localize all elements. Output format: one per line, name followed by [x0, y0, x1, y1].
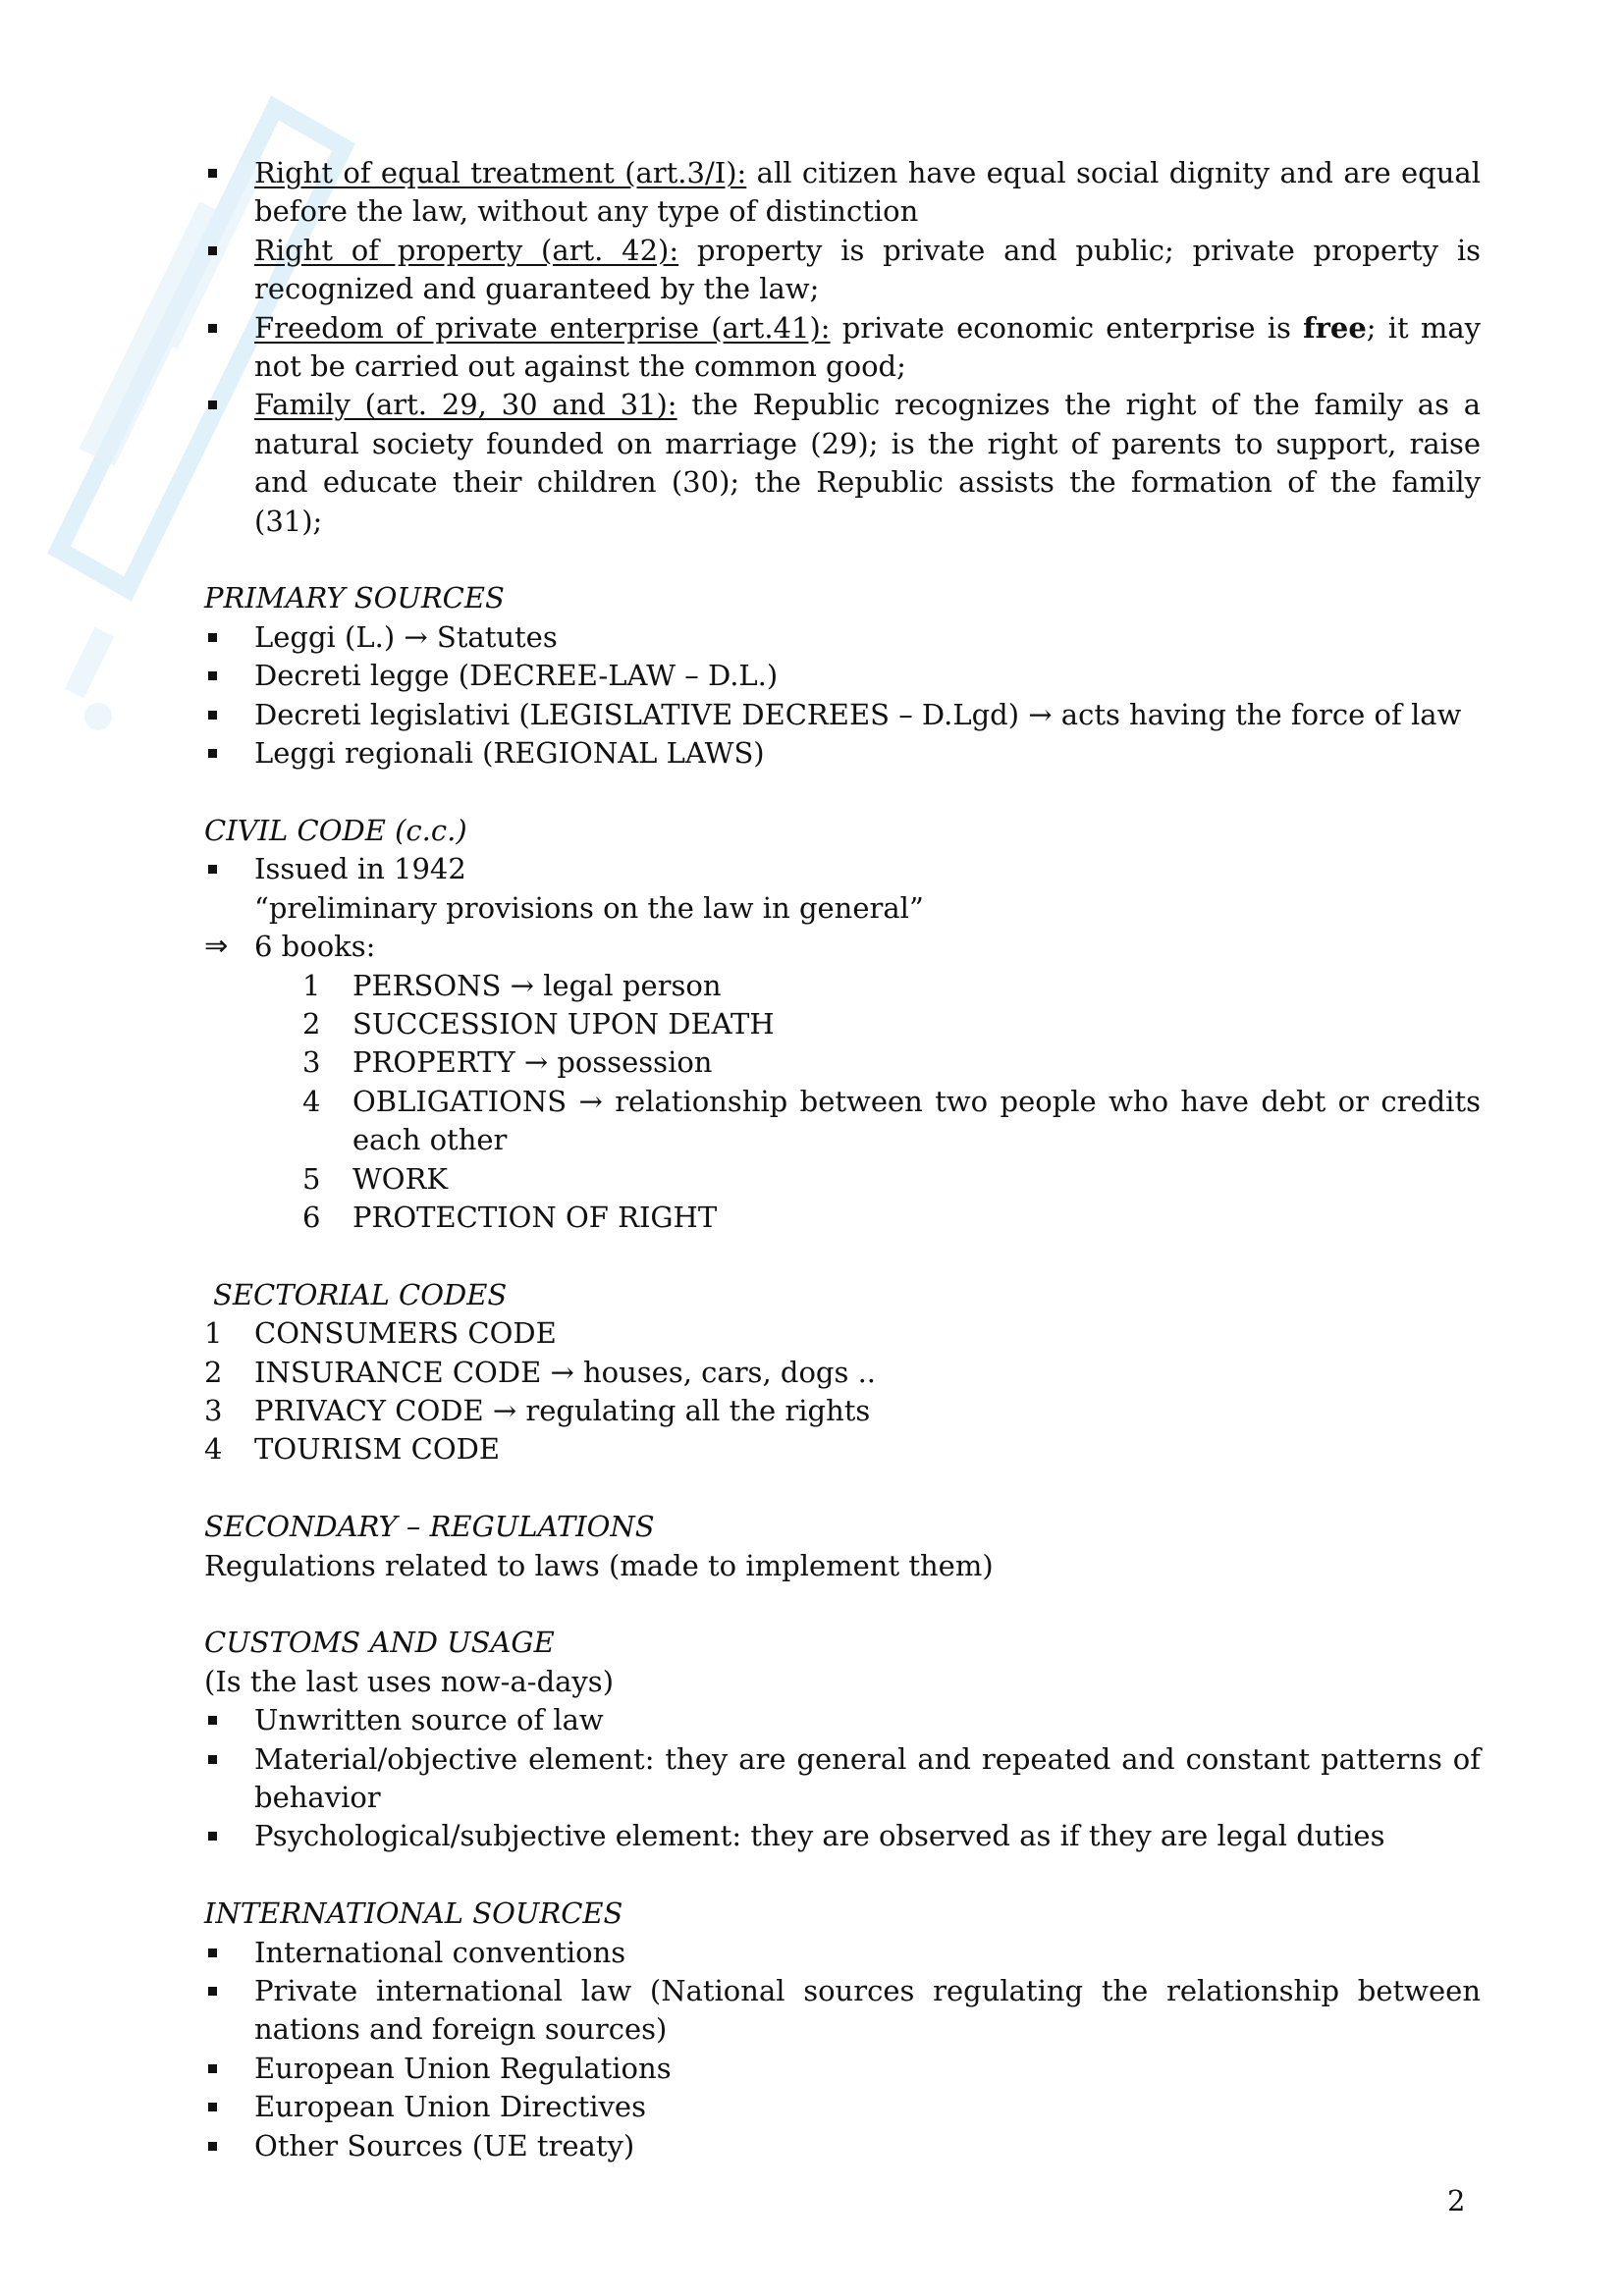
book-item — [204, 1160, 1481, 1199]
book-text: PERSONS → legal person — [352, 968, 722, 1002]
code-item — [204, 1314, 1481, 1353]
list-item-text: Decreti legislativi (LEGISLATIVE DECREES – D.Lgd) → acts having the force of law — [254, 697, 1462, 731]
book-number: 6 — [302, 1200, 321, 1234]
code-number: 1 — [204, 1316, 223, 1351]
list-item — [204, 1701, 1481, 1739]
list-item — [204, 2127, 1481, 2165]
list-item-text: Leggi (L.) → Statutes — [254, 619, 558, 654]
code-text: CONSUMERS CODE — [254, 1316, 557, 1351]
books-intro — [204, 928, 1481, 966]
list-item-text: Leggi regionali (REGIONAL LAWS) — [254, 736, 765, 771]
books-label: 6 books: — [254, 930, 376, 964]
page-number: 2 — [1447, 2184, 1466, 2217]
list-item — [204, 1934, 1481, 1972]
code-text: TOURISM CODE — [254, 1432, 501, 1467]
list-item-text: Decreti legge (DECREE-LAW – D.L.) — [254, 659, 779, 693]
code-text: INSURANCE CODE → houses, cars, dogs .. — [254, 1355, 877, 1389]
document-body — [204, 154, 1481, 2165]
list-item-text: Private international law (National sources regulating the relationship between nations and foreign sources) — [254, 1974, 1481, 2047]
right-title: Right of property (art. 42): — [254, 233, 679, 267]
section-heading-civil-code: CIVIL CODE (c.c.) — [204, 813, 467, 847]
book-number: 3 — [302, 1045, 321, 1080]
book-number: 4 — [302, 1084, 321, 1118]
right-text: property is private and public; private property is recognized and guaranteed by the law; — [254, 233, 1481, 306]
list-item-text: European Union Directives — [254, 2090, 646, 2124]
list-item-text: European Union Regulations — [254, 2051, 672, 2085]
list-item — [204, 1972, 1481, 2050]
book-text: PROPERTY → possession — [352, 1045, 713, 1080]
section-heading-secondary: SECONDARY – REGULATIONS — [204, 1510, 655, 1544]
book-item — [204, 967, 1481, 1005]
section-heading-sectorial: SECTORIAL CODES — [213, 1277, 508, 1311]
book-text: WORK — [352, 1161, 449, 1196]
code-number: 4 — [204, 1432, 223, 1467]
list-item — [204, 1817, 1481, 1855]
code-item — [204, 1354, 1481, 1392]
list-item — [204, 696, 1481, 734]
right-text: the Republic recognizes the right of the family as a natural society founded on marriage (29); is the right of parents to support, raise and educate their children (30); the Republic assists the formation of the family (31); — [254, 388, 1481, 538]
code-number: 3 — [204, 1393, 223, 1427]
implies-arrow-icon: ⇒ — [204, 929, 229, 963]
list-item — [204, 618, 1481, 657]
section-heading-international: INTERNATIONAL SOURCES — [204, 1896, 623, 1931]
code-item — [204, 1430, 1481, 1468]
list-item — [204, 309, 1481, 387]
list-item-text: Material/objective element: they are general and repeated and constant patterns of behavior — [254, 1741, 1481, 1814]
civil-code-quote: “preliminary provisions on the law in general” — [254, 890, 924, 925]
customs-note: (Is the last uses now-a-days) — [204, 1664, 615, 1698]
book-item — [204, 1043, 1481, 1082]
book-number: 2 — [302, 1006, 321, 1041]
section-heading-customs: CUSTOMS AND USAGE — [204, 1626, 555, 1660]
right-title: Right of equal treatment (art.3/I): — [254, 156, 747, 189]
list-item-text: Other Sources (UE treaty) — [254, 2128, 635, 2163]
list-item-text: Issued in 1942 — [254, 852, 466, 886]
book-text: SUCCESSION UPON DEATH — [352, 1006, 775, 1041]
list-item — [204, 154, 1481, 232]
list-item — [204, 1740, 1481, 1818]
right-text: private economic enterprise is — [830, 310, 1304, 345]
code-item — [204, 1392, 1481, 1430]
right-title: Family (art. 29, 30 and 31): — [254, 388, 677, 422]
right-text: ; it may not be carried out against the common good; — [254, 310, 1482, 384]
list-item — [204, 386, 1481, 541]
bold-word: free — [1303, 310, 1367, 345]
book-item — [204, 1199, 1481, 1237]
book-item — [204, 1005, 1481, 1043]
secondary-text: Regulations related to laws (made to implement them) — [204, 1548, 994, 1582]
list-item — [204, 2050, 1481, 2088]
list-item — [204, 850, 1481, 888]
list-item-text: Psychological/subjective element: they are observed as if they are legal duties — [254, 1819, 1385, 1853]
section-heading-primary: PRIMARY SOURCES — [204, 581, 505, 615]
book-number: 5 — [302, 1161, 321, 1196]
book-text: PROTECTION OF RIGHT — [352, 1200, 718, 1234]
code-text: PRIVACY CODE → regulating all the rights — [254, 1393, 871, 1427]
code-number: 2 — [204, 1355, 223, 1389]
list-item — [204, 2088, 1481, 2126]
list-item — [204, 734, 1481, 773]
list-item-text: International conventions — [254, 1935, 626, 1969]
list-item — [204, 657, 1481, 695]
right-title: Freedom of private enterprise (art.41): — [254, 310, 831, 345]
list-item — [204, 232, 1481, 309]
book-number: 1 — [302, 968, 321, 1002]
right-text: all citizen have equal social dignity and are equal before the law, without any type of distinction — [254, 156, 1481, 229]
book-item — [204, 1083, 1481, 1160]
book-text: OBLIGATIONS → relationship between two people who have debt or credits each other — [352, 1084, 1481, 1157]
list-item-text: Unwritten source of law — [254, 1703, 604, 1737]
